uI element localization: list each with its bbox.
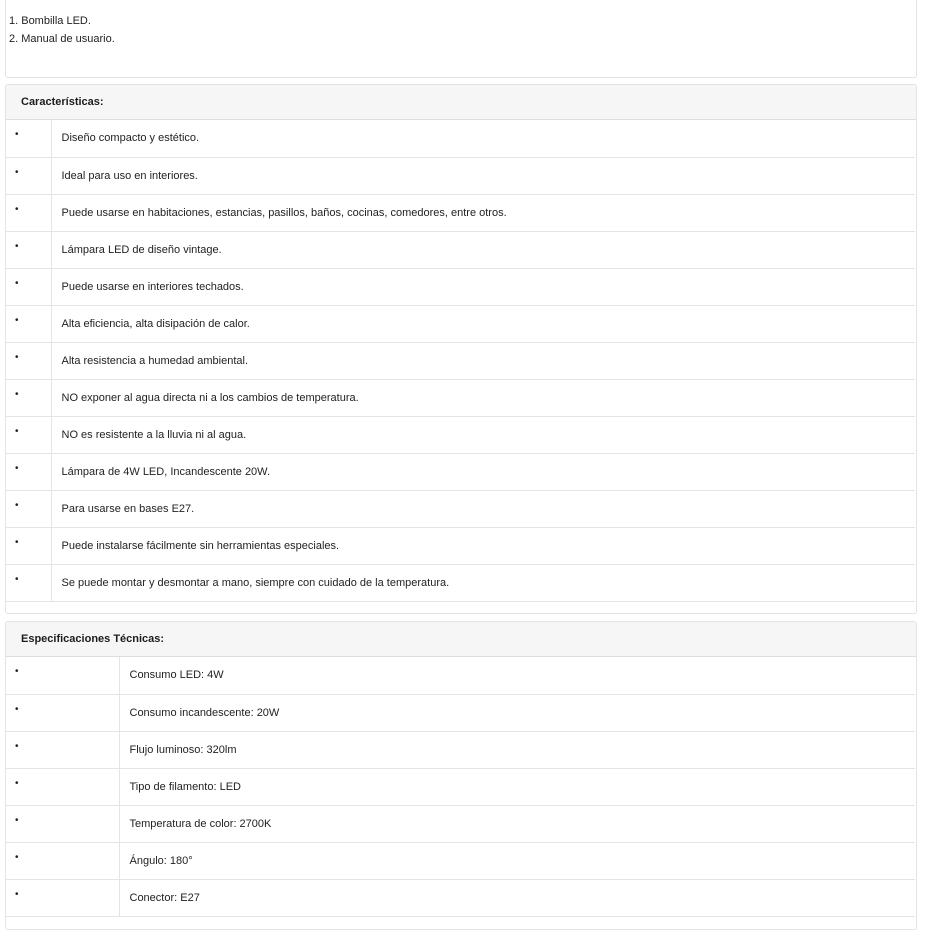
bullet: • (6, 694, 119, 731)
bullet: • (6, 453, 51, 490)
table-row (6, 379, 915, 416)
table-row (6, 657, 915, 694)
table-row (6, 564, 915, 601)
table-row (6, 194, 915, 231)
bullet: • (6, 379, 51, 416)
feature-text: Puede instalarse fácilmente sin herramientas especiales. (51, 527, 915, 564)
bullet: • (6, 342, 51, 379)
table-row (6, 231, 915, 268)
table-row (6, 120, 915, 157)
table-row (6, 731, 915, 768)
package-contents-list (6, 0, 916, 48)
specs-heading: Especificaciones Técnicas: (6, 622, 916, 657)
table-row (6, 305, 915, 342)
features-heading: Características: (6, 85, 916, 120)
spec-text: Consumo incandescente: 20W (119, 694, 915, 731)
feature-text: Alta resistencia a humedad ambiental. (51, 342, 915, 379)
feature-text: Lámpara LED de diseño vintage. (51, 231, 915, 268)
feature-text: Ideal para uso en interiores. (51, 157, 915, 194)
feature-text: Para usarse en bases E27. (51, 490, 915, 527)
bullet: • (6, 657, 119, 694)
spec-text: Consumo LED: 4W (129, 669, 224, 682)
table-row (6, 527, 915, 564)
features-table (6, 120, 915, 602)
feature-text: Puede usarse en habitaciones, estancias, pasillos, baños, cocinas, comedores, entre otros. (51, 194, 915, 231)
feature-text: Puede usarse en interiores techados. (51, 268, 915, 305)
feature-text: Diseño compacto y estético. (61, 132, 200, 145)
feature-text: Lámpara de 4W LED, Incandescente 20W. (51, 453, 915, 490)
bullet: • (6, 879, 119, 916)
spec-text: Tipo de filamento: LED (119, 768, 915, 805)
spec-text: Conector: E27 (119, 879, 915, 916)
feature-text: Alta eficiencia, alta disipación de calor. (51, 305, 915, 342)
specs-panel (5, 621, 917, 930)
bullet: • (6, 490, 51, 527)
bullet: • (6, 564, 51, 601)
bullet: • (6, 120, 51, 157)
table-row (6, 805, 915, 842)
bullet: • (6, 231, 51, 268)
bullet: • (6, 527, 51, 564)
table-row (6, 879, 915, 916)
features-panel (5, 84, 917, 614)
table-row (6, 768, 915, 805)
spec-text: Flujo luminoso: 320lm (119, 731, 915, 768)
bullet: • (6, 305, 51, 342)
table-row (6, 842, 915, 879)
package-contents-panel (5, 0, 917, 78)
spec-text: Ángulo: 180° (119, 842, 915, 879)
bullet: • (6, 194, 51, 231)
bullet: • (6, 731, 119, 768)
spec-text: Temperatura de color: 2700K (119, 805, 915, 842)
feature-text: NO es resistente a la lluvia ni al agua. (51, 416, 915, 453)
table-row (6, 157, 915, 194)
feature-text: Se puede montar y desmontar a mano, siempre con cuidado de la temperatura. (51, 564, 915, 601)
table-row (6, 490, 915, 527)
table-row (6, 453, 915, 490)
bullet: • (6, 268, 51, 305)
table-row (6, 416, 915, 453)
table-row (6, 268, 915, 305)
feature-text: NO exponer al agua directa ni a los cambios de temperatura. (51, 379, 915, 416)
specs-table (6, 657, 915, 917)
table-row (6, 694, 915, 731)
bullet: • (6, 157, 51, 194)
bullet: • (6, 805, 119, 842)
table-row (6, 342, 915, 379)
bullet: • (6, 842, 119, 879)
bullet: • (6, 768, 119, 805)
list-item: 1. Bombilla LED. (9, 15, 91, 27)
list-item: 2. Manual de usuario. (9, 33, 115, 45)
bullet: • (6, 416, 51, 453)
